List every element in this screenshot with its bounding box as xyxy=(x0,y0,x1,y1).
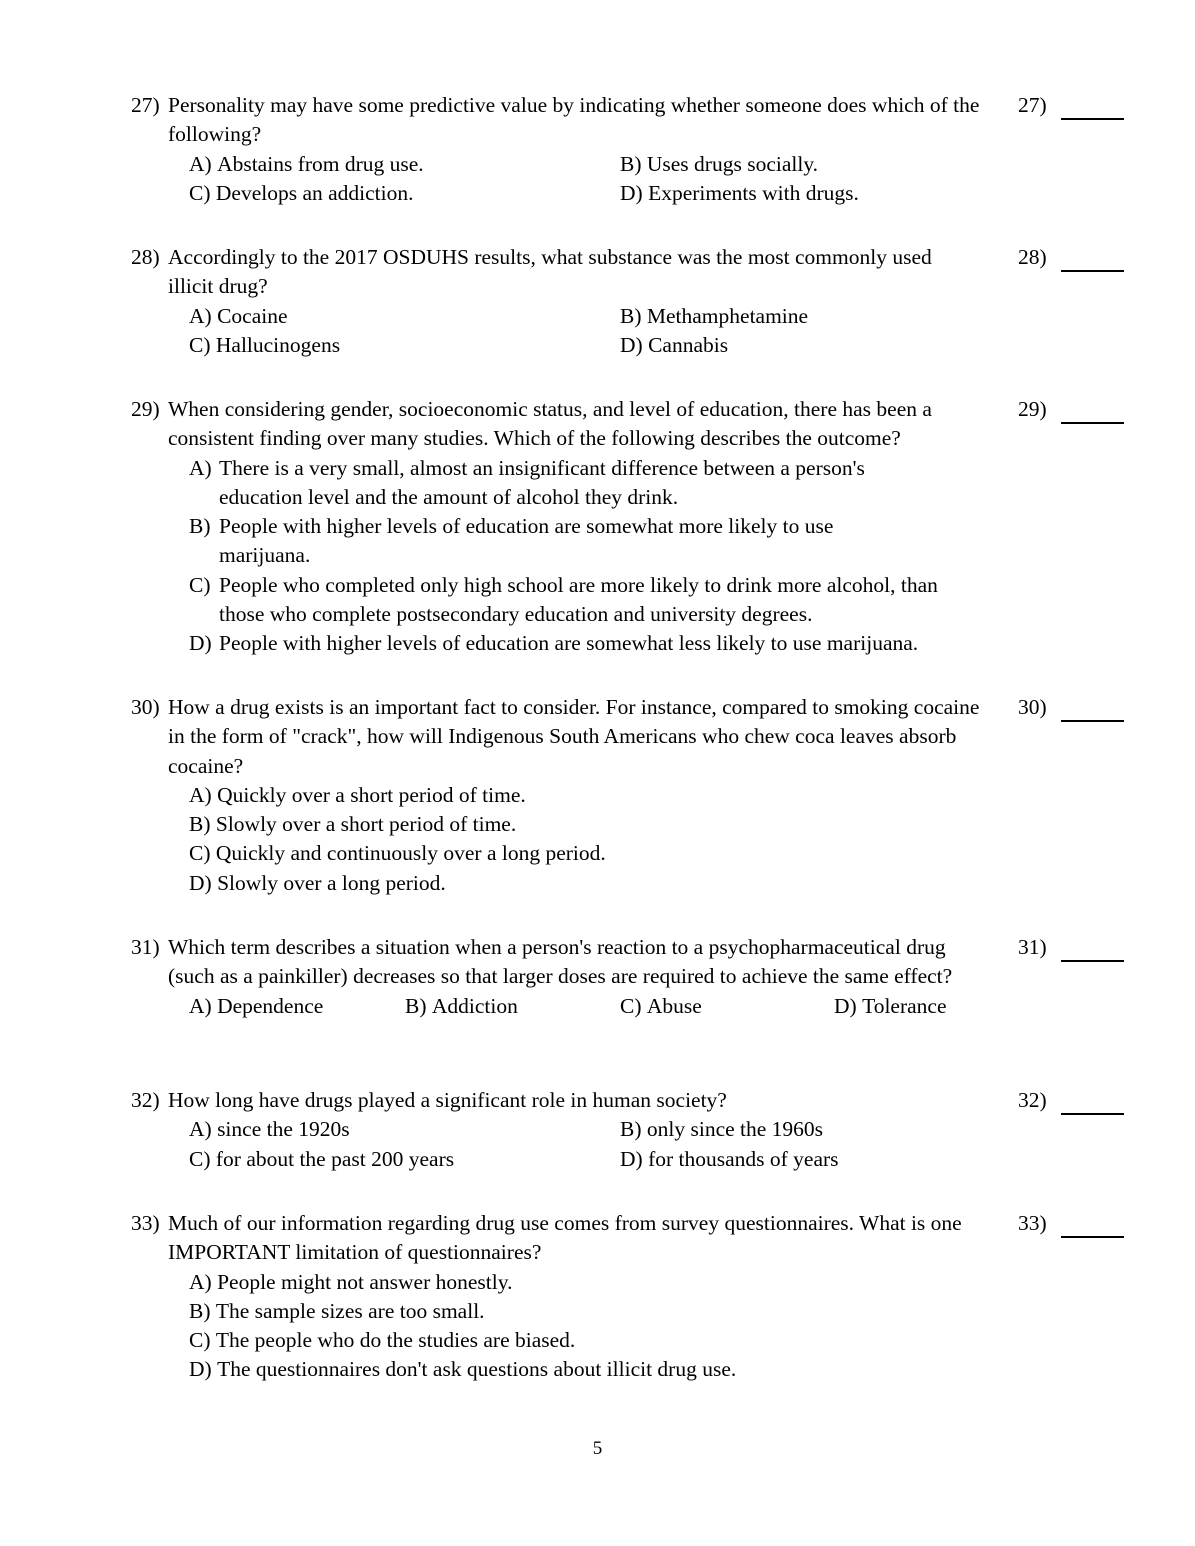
option-letter: D) xyxy=(189,1357,212,1382)
option-text: Develops an addiction. xyxy=(215,180,414,205)
question-stem xyxy=(131,243,1001,302)
option-letter: B) xyxy=(189,514,211,539)
option-text: for thousands of years xyxy=(648,1146,839,1171)
answer-blank[interactable] xyxy=(1061,720,1124,722)
question-text: When considering gender, socioeconomic status, and level of education, there has been a consistent finding over many studies. Which of the following describes the outcome? xyxy=(168,397,932,451)
question-text: Which term describes a situation when a person's reaction to a psychopharmaceutical drug (such as a painkiller) decreases so that larger doses are required to achieve the same effect? xyxy=(168,935,953,989)
options xyxy=(189,454,999,659)
option-text: The sample sizes are too small. xyxy=(215,1298,485,1323)
question-stem xyxy=(131,693,1001,781)
question-number: 30) xyxy=(131,695,160,719)
option-text: People who completed only high school are more likely to drink more alcohol, than those who complete postsecondary education and university degrees. xyxy=(219,572,938,627)
option-letter: A) xyxy=(189,1117,212,1142)
question-number: 31) xyxy=(131,935,160,959)
option-d xyxy=(189,1355,999,1384)
option-text: People with higher levels of education are somewhat more likely to use marijuana. xyxy=(219,514,834,568)
options xyxy=(189,992,1131,1021)
answer-blank[interactable] xyxy=(1061,1113,1124,1115)
answer-blank[interactable] xyxy=(1061,1236,1124,1238)
options xyxy=(189,302,1131,361)
answer-number-label: 27) xyxy=(1018,93,1047,117)
options xyxy=(189,1115,1131,1174)
option-a xyxy=(189,992,405,1021)
option-letter: B) xyxy=(620,1117,642,1142)
option-letter: B) xyxy=(189,812,211,837)
question-number: 29) xyxy=(131,397,160,421)
option-letter: D) xyxy=(189,870,212,895)
option-d xyxy=(620,179,1051,208)
question-text: Much of our information regarding drug use comes from survey questionnaires. What is one IMPORTANT limitation of questionnaires? xyxy=(168,1211,962,1265)
option-letter: B) xyxy=(189,1298,211,1323)
option-text: The people who do the studies are biased. xyxy=(215,1328,576,1353)
option-letter: A) xyxy=(189,993,212,1018)
question-number: 33) xyxy=(131,1211,160,1235)
option-c xyxy=(189,179,620,208)
option-text: Experiments with drugs. xyxy=(648,180,859,205)
option-b xyxy=(620,150,1051,179)
answer-number-label: 28) xyxy=(1018,245,1047,269)
option-letter: A) xyxy=(189,303,212,328)
option-text: Abstains from drug use. xyxy=(217,151,424,176)
option-b xyxy=(405,992,620,1021)
question-number: 32) xyxy=(131,1088,160,1112)
option-text: for about the past 200 years xyxy=(215,1146,455,1171)
answer-number-label: 32) xyxy=(1018,1088,1047,1112)
answer-number-label: 29) xyxy=(1018,397,1047,421)
option-text: Addiction xyxy=(431,993,518,1018)
question-31 xyxy=(131,933,1131,1021)
question-stem xyxy=(131,91,1001,150)
option-a xyxy=(189,454,999,513)
answer-number-label: 30) xyxy=(1018,695,1047,719)
option-letter: A) xyxy=(189,455,212,480)
option-b xyxy=(620,1115,1051,1144)
question-text: Personality may have some predictive value by indicating whether someone does which of the following? xyxy=(168,93,980,147)
option-letter: D) xyxy=(620,180,643,205)
option-text: only since the 1960s xyxy=(646,1117,824,1142)
question-number: 27) xyxy=(131,93,160,117)
option-letter: A) xyxy=(189,151,212,176)
option-d xyxy=(189,629,999,658)
question-33 xyxy=(131,1209,1131,1385)
question-stem xyxy=(131,933,1001,992)
option-b xyxy=(189,810,999,839)
option-text: Methamphetamine xyxy=(646,303,809,328)
option-c xyxy=(620,992,834,1021)
options xyxy=(189,150,1131,209)
option-text: Slowly over a short period of time. xyxy=(215,812,517,837)
option-text: Abuse xyxy=(646,993,702,1018)
option-letter: B) xyxy=(620,151,642,176)
option-text: People with higher levels of education are somewhat less likely to use marijuana. xyxy=(219,631,919,656)
option-c xyxy=(189,1326,999,1355)
answer-blank[interactable] xyxy=(1061,118,1124,120)
option-letter: C) xyxy=(189,1328,211,1353)
option-text: since the 1920s xyxy=(217,1117,350,1142)
option-text: The questionnaires don't ask questions about illicit drug use. xyxy=(217,1357,737,1382)
option-a xyxy=(189,781,999,810)
answer-blank[interactable] xyxy=(1061,960,1124,962)
option-text: Uses drugs socially. xyxy=(646,151,819,176)
option-letter: D) xyxy=(620,332,643,357)
option-b xyxy=(189,1297,999,1326)
options xyxy=(189,1268,999,1385)
option-letter: D) xyxy=(189,631,212,656)
option-letter: A) xyxy=(189,782,212,807)
question-32 xyxy=(131,1086,1131,1174)
option-text: There is a very small, almost an insignificant difference between a person's education level and the amount of alcohol they drink. xyxy=(219,455,865,509)
question-28 xyxy=(131,243,1131,360)
option-a xyxy=(189,302,620,331)
option-letter: C) xyxy=(189,180,211,205)
option-b xyxy=(620,302,1051,331)
option-c xyxy=(189,1145,620,1174)
answer-number-label: 33) xyxy=(1018,1211,1047,1235)
option-text: Cannabis xyxy=(648,332,729,357)
answer-number-label: 31) xyxy=(1018,935,1047,959)
option-d xyxy=(620,1145,1051,1174)
option-d xyxy=(834,992,1034,1021)
option-letter: C) xyxy=(189,332,211,357)
options xyxy=(189,781,999,898)
question-27 xyxy=(131,91,1131,208)
question-stem xyxy=(131,1209,1001,1268)
option-letter: C) xyxy=(189,1146,211,1171)
option-text: Quickly over a short period of time. xyxy=(217,782,526,807)
answer-blank[interactable] xyxy=(1061,422,1124,424)
option-letter: C) xyxy=(189,572,211,597)
question-29 xyxy=(131,395,1131,659)
question-30 xyxy=(131,693,1131,898)
option-text: Cocaine xyxy=(217,303,288,328)
option-text: Tolerance xyxy=(862,993,947,1018)
option-letter: A) xyxy=(189,1269,212,1294)
option-d xyxy=(189,869,999,898)
option-c xyxy=(189,331,620,360)
option-letter: B) xyxy=(405,993,427,1018)
option-a xyxy=(189,1115,620,1144)
option-text: People might not answer honestly. xyxy=(217,1269,513,1294)
question-text: How long have drugs played a significant role in human society? xyxy=(168,1088,727,1112)
option-letter: C) xyxy=(620,993,642,1018)
option-text: Slowly over a long period. xyxy=(217,870,446,895)
answer-blank[interactable] xyxy=(1061,270,1124,272)
option-a xyxy=(189,1268,999,1297)
option-letter: B) xyxy=(620,303,642,328)
option-letter: D) xyxy=(834,993,857,1018)
question-stem xyxy=(131,395,1001,454)
option-a xyxy=(189,150,620,179)
option-text: Hallucinogens xyxy=(215,332,341,357)
question-text: How a drug exists is an important fact to consider. For instance, compared to smoking cocaine in the form of "crack", how will Indigenous South Americans who chew coca leaves absorb cocaine? xyxy=(168,695,980,778)
question-text: Accordingly to the 2017 OSDUHS results, what substance was the most commonly used illicit drug? xyxy=(168,245,932,299)
option-text: Quickly and continuously over a long period. xyxy=(215,841,606,866)
question-number: 28) xyxy=(131,245,160,269)
option-c xyxy=(189,839,999,868)
option-c xyxy=(189,571,999,630)
option-d xyxy=(620,331,1051,360)
option-letter: D) xyxy=(620,1146,643,1171)
option-b xyxy=(189,512,999,571)
question-stem xyxy=(131,1086,1001,1115)
option-letter: C) xyxy=(189,841,211,866)
page-number: 5 xyxy=(592,1438,603,1459)
option-text: Dependence xyxy=(217,993,324,1018)
